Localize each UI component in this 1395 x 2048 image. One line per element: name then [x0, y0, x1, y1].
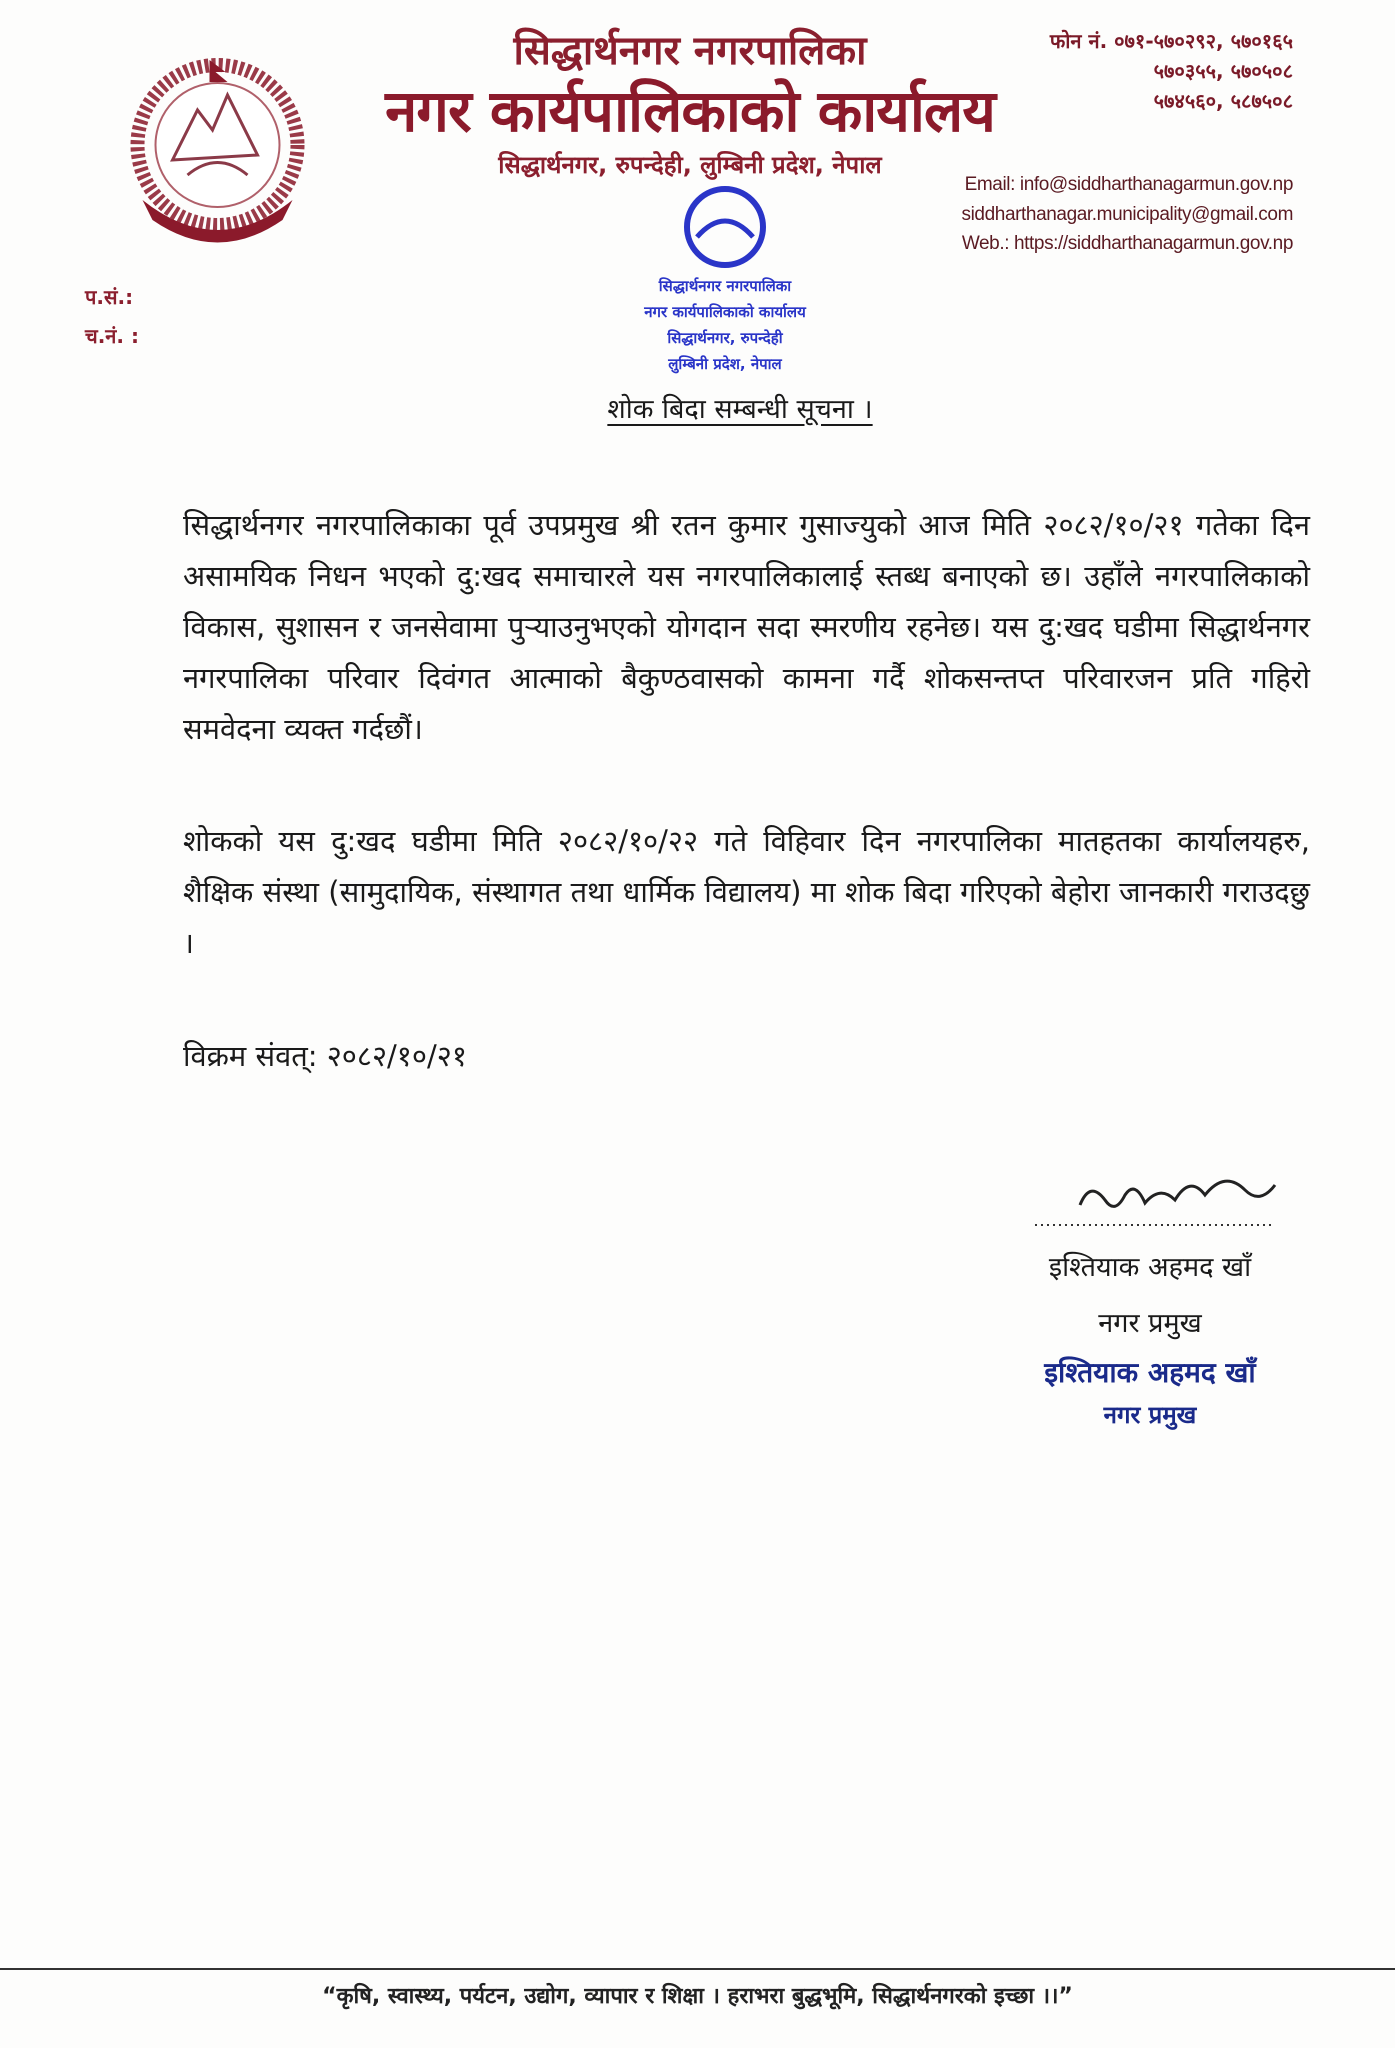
web-line: Web.: https://siddharthanagarmun.gov.np: [961, 233, 1293, 254]
letter-date: विक्रम संवत्: २०८२/१०/२१: [183, 1039, 467, 1073]
office-address: सिद्धार्थनगर, रुपन्देही, लुम्बिनी प्रदेश, नेपाल: [498, 151, 882, 179]
phone-line: फोन नं. ०७१-५७०२९२, ५७०१६५: [1049, 29, 1293, 53]
office-name: नगर कार्यपालिकाको कार्यालय: [385, 77, 995, 145]
email-line: Email: info@siddharthanagarmun.gov.np: [964, 174, 1293, 195]
phone-line: ५७४५६०, ५८७५०८: [1153, 89, 1293, 113]
nepal-government-emblem: [115, 50, 320, 250]
stamp-line: लुम्बिनी प्रदेश, नेपाल: [668, 355, 782, 373]
seal-designation: नगर प्रमुख: [1103, 1401, 1197, 1429]
stamp-line: सिद्धार्थनगर, रुपन्देही: [667, 329, 783, 347]
seal-name: इश्तियाक अहमद खाँ: [1044, 1356, 1256, 1389]
reference-number-label: प.सं.:: [85, 285, 134, 309]
dispatch-number-label: च.नं. :: [85, 324, 139, 348]
signatory-designation: नगर प्रमुख: [1098, 1308, 1202, 1339]
footer-divider: [0, 1968, 1395, 1970]
municipality-name: सिद्धार्थनगर नगरपालिका: [513, 28, 867, 74]
letter-paragraph-1: सिद्धार्थनगर नगरपालिकाका पूर्व उपप्रमुख श्री रतन कुमार गुसाज्युको आज मिति २०८२/१०/२१ गतेका दिन असामयिक निधन भएको दु:खद समाचारले यस नगरपालिकालाई स्तब्ध बनाएको छ। उहाँले नगरपालिकाको विकास, सुशासन र जनसेवामा पुऱ्याउनुभएको योगदान सदा स्मरणीय रहनेछ। यस दु:खद घडीमा सिद्धार्थनगर नगरपालिका परिवार दिवंगत आत्माको बैकुण्ठवासको कामना गर्दै शोकसन्तप्त परिवारजन प्रति गहिरो समवेदना व्यक्त गर्दछौं।: [183, 508, 1310, 746]
phone-line: ५७०३५५, ५७०५०८: [1153, 59, 1293, 83]
signatory-name: इश्तियाक अहमद खाँ: [1048, 1252, 1252, 1283]
letter-paragraph-2: शोकको यस दु:खद घडीमा मिति २०८२/१०/२२ गते विहिवार दिन नगरपालिका मातहतका कार्यालयहरु, शैक्षिक संस्था (सामुदायिक, संस्थागत तथा धार्मिक विद्यालय) मा शोक बिदा गरिएको बेहोरा जानकारी गराउदछु ।: [183, 824, 1310, 960]
office-stamp: [610, 185, 840, 385]
stamp-line: नगर कार्यपालिकाको कार्यालय: [644, 303, 806, 321]
footer-motto: “कृषि, स्वास्थ्य, पर्यटन, उद्योग, व्यापार र शिक्षा । हराभरा बुद्धभूमि, सिद्धार्थनगरको इच्छा ।।”: [322, 1984, 1073, 2009]
email2-line: siddharthanagar.municipality@gmail.com: [961, 204, 1293, 225]
stamp-line: सिद्धार्थनगर नगरपालिका: [658, 277, 792, 295]
signature: [1025, 1165, 1285, 1240]
letter-subject: शोक बिदा सम्बन्धी सूचना ।: [607, 394, 873, 425]
